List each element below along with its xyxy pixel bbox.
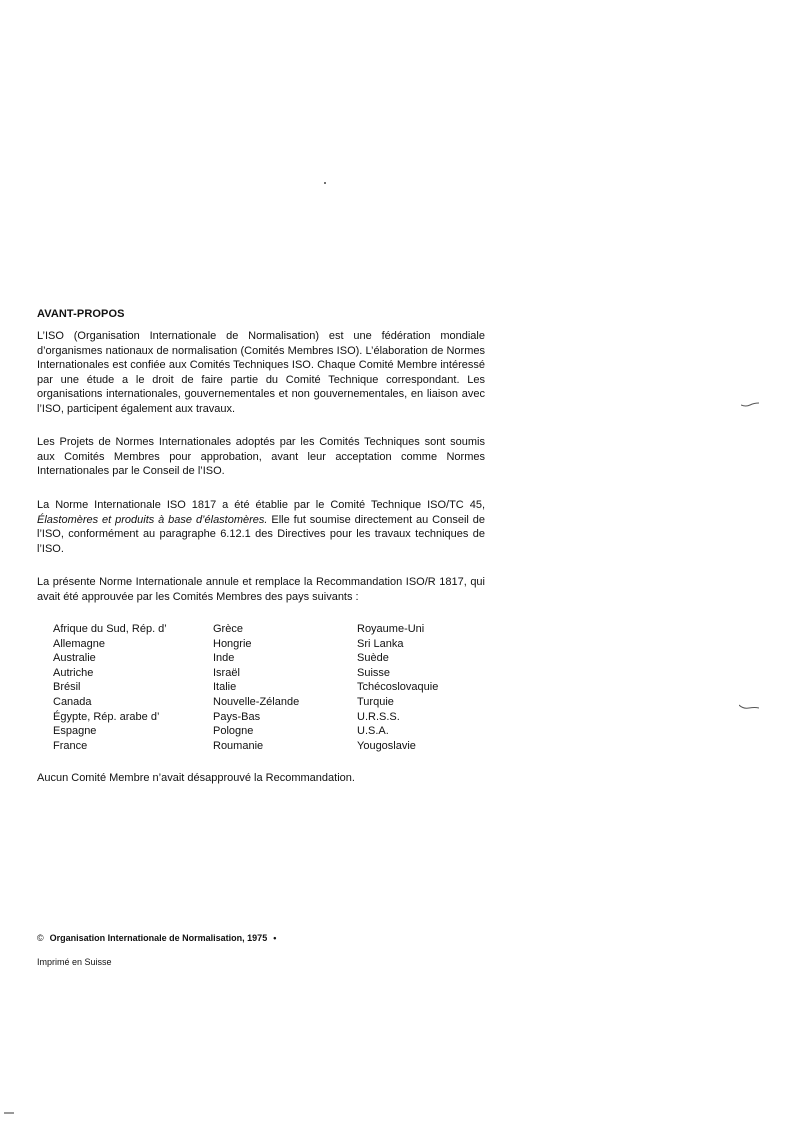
bullet-icon: • xyxy=(273,933,277,943)
country-item: Pologne xyxy=(213,725,254,738)
paragraph-iso-intro: L’ISO (Organisation Internationale de Normalisation) est une fédération mondiale d’organismes nationaux de normalisation (Comités Membres ISO). L’élaboration de Normes Internationales est confiée aux Comités Techniques ISO. Chaque Comité Membre intéressé par une étude a le droit de faire partie du Comité Technique correspondant. Les organisations internationales, gouvernementales et non gouvernementales, en liaison avec l’ISO, participent également aux travaux. xyxy=(37,330,485,415)
origin-text-start: La Norme Internationale ISO 1817 a été établie par le Comité Technique ISO/TC 45, xyxy=(37,499,485,511)
country-item: Turquie xyxy=(357,695,394,708)
country-item: Italie xyxy=(213,681,237,694)
copyright-icon: © xyxy=(37,933,44,943)
origin-text-end: Elle fut soumise directement au Conseil de l’ISO, conformément au paragraphe 6.12.1 des Directives pour les travaux techniques de l’ISO. xyxy=(37,513,486,555)
country-item: Suisse xyxy=(357,666,391,679)
country-item: Inde xyxy=(213,652,235,665)
country-item: Hongrie xyxy=(213,637,252,650)
country-item: Suède xyxy=(357,652,389,665)
country-item: Brésil xyxy=(53,681,81,694)
country-item: Allemagne xyxy=(53,637,105,650)
country-item: U.R.S.S. xyxy=(357,710,400,723)
paragraph-no-disapproval: Aucun Comité Membre n’avait désapprouvé la Recommandation. xyxy=(37,772,355,784)
committee-title: Élastomères et produits à base d’élastomères. xyxy=(37,513,268,526)
country-column-1 xyxy=(53,622,223,753)
margin-mark xyxy=(739,704,759,710)
country-item: Espagne xyxy=(53,725,97,738)
country-item: Tchécoslovaquie xyxy=(357,681,439,694)
country-column-3 xyxy=(357,622,527,753)
copyright-text: Organisation Internationale de Normalisation, 1975 xyxy=(49,933,268,943)
copyright-line xyxy=(37,933,276,943)
country-item: Pays-Bas xyxy=(213,710,261,723)
country-item: Australie xyxy=(53,652,96,665)
country-item: Grèce xyxy=(213,623,243,635)
scan-edge-mark xyxy=(4,1112,14,1114)
country-item: Canada xyxy=(53,695,92,708)
country-item: Israël xyxy=(213,666,240,679)
section-heading: AVANT-PROPOS xyxy=(37,308,125,320)
country-item: Nouvelle-Zélande xyxy=(213,695,300,708)
country-item: Roumanie xyxy=(213,739,264,752)
country-item: Sri Lanka xyxy=(357,637,404,650)
paragraph-draft-standards: Les Projets de Normes Internationales adoptés par les Comités Techniques sont soumis aux Comités Membres pour approbation, avant leur acceptation comme Normes Internationales par le Conseil de l’ISO. xyxy=(37,436,485,478)
country-item: France xyxy=(53,739,88,752)
country-item: Égypte, Rép. arabe d’ xyxy=(53,710,160,723)
country-item: Royaume-Uni xyxy=(357,623,425,635)
country-item: Yougoslavie xyxy=(357,739,416,752)
country-item: Afrique du Sud, Rép. d’ xyxy=(53,623,167,635)
scan-speck xyxy=(324,182,326,184)
country-item: Autriche xyxy=(53,666,94,679)
printed-in-note: Imprimé en Suisse xyxy=(37,957,112,967)
paragraph-standard-origin xyxy=(37,498,485,556)
country-item: U.S.A. xyxy=(357,725,389,738)
margin-mark xyxy=(741,402,759,408)
paragraph-replacement: La présente Norme Internationale annule et remplace la Recommandation ISO/R 1817, qui avait été approuvée par les Comités Membres des pays suivants : xyxy=(37,576,485,603)
